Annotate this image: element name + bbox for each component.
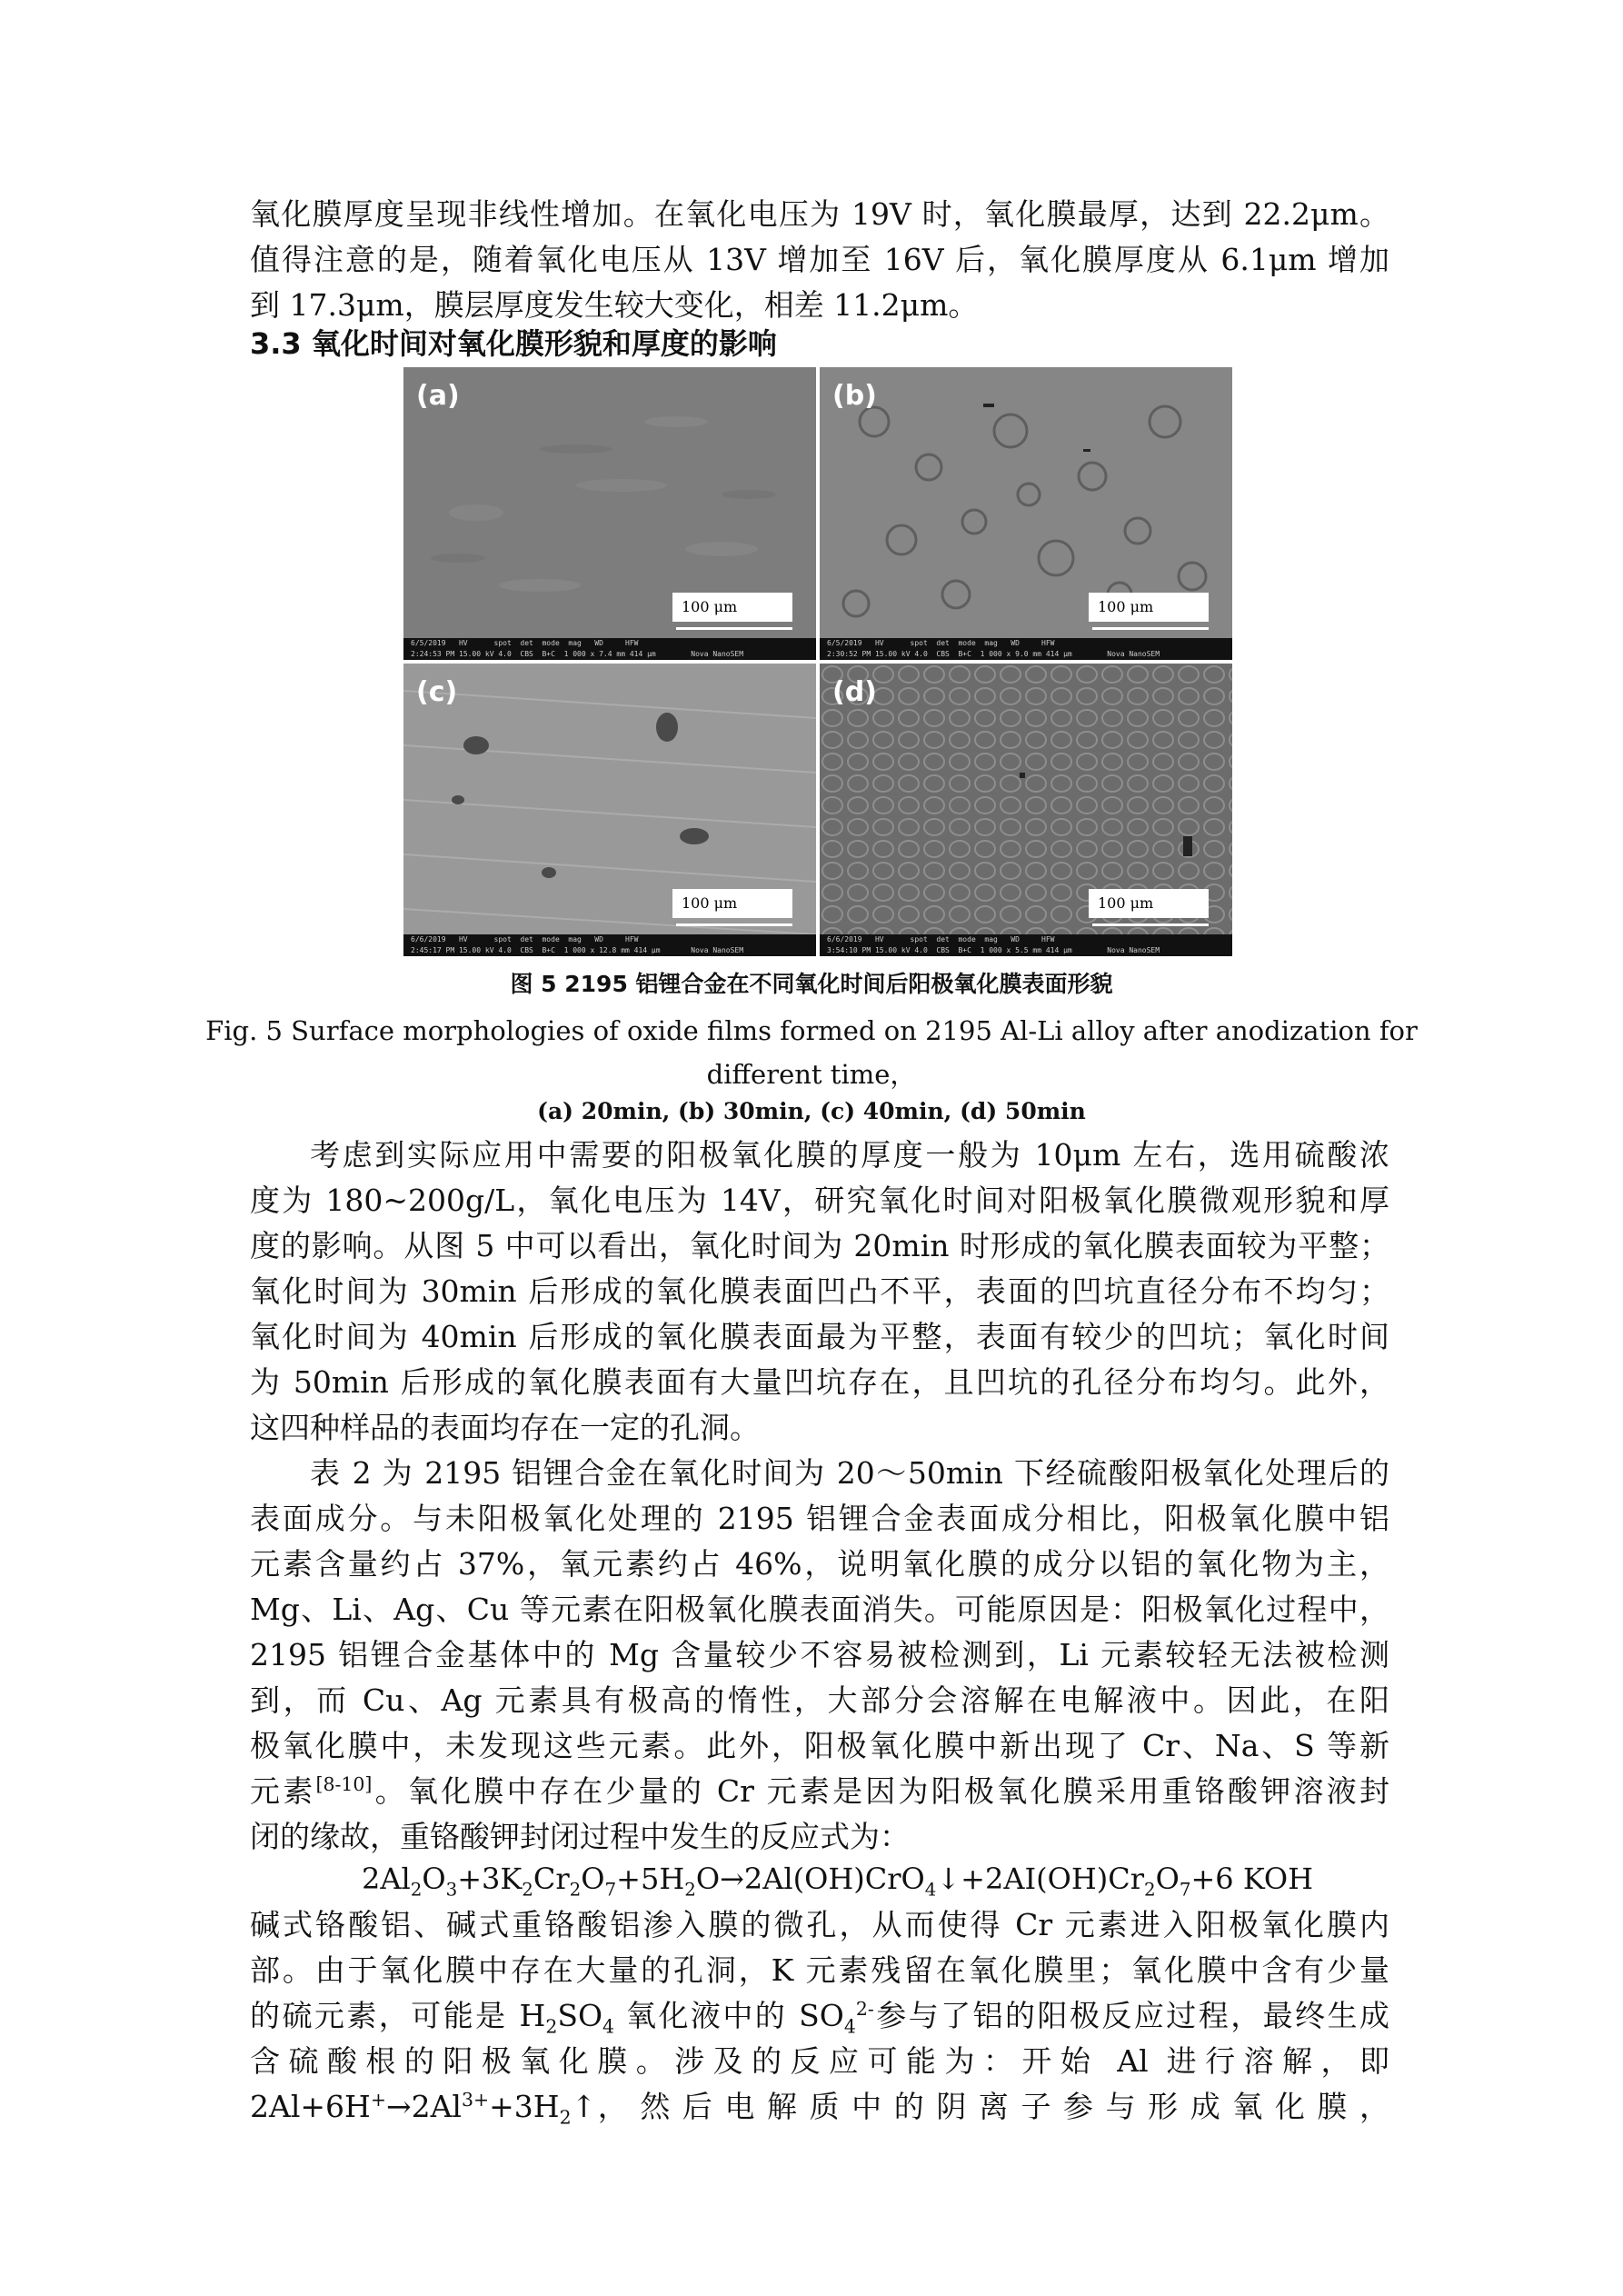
figure-caption-subpanels: (a) 20min, (b) 30min, (c) 40min, (d) 50min (537, 1098, 1086, 1124)
panel-label-a: (a) (416, 380, 460, 412)
sem-info-bar-d: 6/6/2019 HV spot det mode mag WD HFW 3:54:10 PM 15.00 kV 4.0 CBS B+C 1 000 x 5.5 mm 414 μm Nova NanoSEM (820, 934, 1232, 956)
para2-line-6: 到，而 Cu、Ag 元素具有极高的惰性，大部分会溶解在电解液中。因此，在阳 (250, 1682, 1389, 1718)
para1-line-2: 度为 180~200g/L，氧化电压为 14V，研究氧化时间对阳极氧化膜微观形貌和厚 (250, 1183, 1389, 1218)
para3-line-5: $2Al+6H^+\to 2Al^{3+}+3H_2↑$， 然 后 电 解 质 中 的 阴 离 子 参 与 形 成 氧 化 膜 ， (250, 2089, 1389, 2129)
sem-panel-a (403, 367, 816, 660)
scale-bar-a (676, 627, 792, 630)
citation-8-10: [8-10] (315, 1773, 373, 1795)
sem-info-bar-c: 6/6/2019 HV spot det mode mag WD HFW 2:45:17 PM 15.00 kV 4.0 CBS B+C 1 000 x 12.8 mm 414 μm Nova NanoSEM (403, 934, 816, 956)
sem-panel-c (403, 664, 816, 956)
figure-caption-en-line-1: Fig. 5 Surface morphologies of oxide films formed on 2195 Al-Li alloy after anodization for (205, 1015, 1418, 1046)
para1-line-3: 度的影响。从图 5 中可以看出，氧化时间为 20min 时形成的氧化膜表面较为平整； (250, 1228, 1389, 1263)
para2-line-8-a: 元素 (250, 1773, 316, 1809)
figure-caption-en-line-2: different time， (706, 1059, 917, 1090)
scale-label-b: 100 μm (1089, 593, 1209, 622)
scale-bar-b (1092, 627, 1209, 630)
panel-label-d: (d) (832, 676, 877, 708)
para1-line-4: 氧化时间为 30min 后形成的氧化膜表面凹凸不平，表面的凹坑直径分布不均匀； (250, 1273, 1389, 1309)
para1-line-1: 考虑到实际应用中需要的阳极氧化膜的厚度一般为 10μm 左右，选用硫酸浓 (310, 1137, 1389, 1173)
para2-line-8 (250, 1769, 1389, 1814)
para1-line-5: 氧化时间为 40min 后形成的氧化膜表面最为平整，表面有较少的凹坑；氧化时间 (250, 1319, 1389, 1354)
reaction-equation: $2Al_2O_3+3K_2Cr_2O_7+5H_2O\to 2Al(OH)CrO_4↓+2AI(OH)Cr_2O_7+6$ KOH (362, 1862, 1313, 1901)
para2-line-1: 表 2 为 2195 铝锂合金在氧化时间为 20～50min 下经硫酸阳极氧化处理后的 (310, 1455, 1389, 1491)
scale-label-c: 100 μm (672, 889, 792, 918)
panel-label-c: (c) (416, 676, 458, 708)
para1-line-6: 为 50min 后形成的氧化膜表面有大量凹坑存在，且凹坑的孔径分布均匀。此外， (250, 1364, 1389, 1400)
scale-label-d: 100 μm (1089, 889, 1209, 918)
para3-line-2: 部。由于氧化膜中存在大量的孔洞，K 元素残留在氧化膜里；氧化膜中含有少量 (250, 1952, 1389, 1988)
para2-line-9: 闭的缘故，重铬酸钾封闭过程中发生的反应式为： (250, 1819, 910, 1854)
scale-bar-d (1092, 923, 1209, 926)
para3-line-4: 含硫酸根的阳极氧化膜。涉及的反应可能为：开始 Al 进行溶解，即 (250, 2043, 1389, 2079)
panel-label-b: (b) (832, 380, 877, 412)
para1-line-7: 这四种样品的表面均存在一定的孔洞。 (250, 1410, 760, 1445)
scale-bar-c (676, 923, 792, 926)
figure-caption-en (0, 1009, 1623, 1096)
scale-label-a: 100 μm (672, 593, 792, 622)
para2-line-8-b: 。氧化膜中存在少量的 Cr 元素是因为阳极氧化膜采用重铬酸钾溶液封 (372, 1773, 1389, 1809)
sem-panel-b (820, 367, 1232, 660)
section-heading: 3.3 氧化时间对氧化膜形貌和厚度的影响 (250, 326, 777, 361)
para3-line-3: 的硫元素，可能是 $H_2SO_4$ 氧化液中的 $SO_4^{2-}$参与了铝的阳极反应过程，最终生成 (250, 1998, 1390, 2038)
para2-line-3: 元素含量约占 37%，氧元素约占 46%，说明氧化膜的成分以铝的氧化物为主， (250, 1546, 1389, 1582)
para2-line-7: 极氧化膜中，未发现这些元素。此外，阳极氧化膜中新出现了 Cr、Na、S 等新 (250, 1728, 1389, 1763)
sem-info-bar-b: 6/5/2019 HV spot det mode mag WD HFW 2:30:52 PM 15.00 kV 4.0 CBS B+C 1 000 x 9.0 mm 414 μm Nova NanoSEM (820, 638, 1232, 660)
intro-line-1: 氧化膜厚度呈现非线性增加。在氧化电压为 19V 时，氧化膜最厚，达到 22.2μm。 (250, 196, 1389, 232)
para2-line-4: Mg、Li、Ag、Cu 等元素在阳极氧化膜表面消失。可能原因是：阳极氧化过程中， (250, 1592, 1389, 1627)
intro-line-2: 值得注意的是，随着氧化电压从 13V 增加至 16V 后，氧化膜厚度从 6.1μm 增加 (250, 242, 1389, 277)
intro-line-3: 到 17.3μm，膜层厚度发生较大变化，相差 11.2μm。 (250, 287, 979, 323)
sem-info-bar-a: 6/5/2019 HV spot det mode mag WD HFW 2:24:53 PM 15.00 kV 4.0 CBS B+C 1 000 x 7.4 mm 414 μm Nova NanoSEM (403, 638, 816, 660)
figure-caption-cn: 图 5 2195 铝锂合金在不同氧化时间后阳极氧化膜表面形貌 (510, 971, 1113, 997)
para2-line-2: 表面成分。与未阳极氧化处理的 2195 铝锂合金表面成分相比，阳极氧化膜中铝 (250, 1501, 1389, 1536)
sem-panel-d (820, 664, 1232, 956)
para3-line-1: 碱式铬酸铝、碱式重铬酸铝渗入膜的微孔，从而使得 Cr 元素进入阳极氧化膜内 (250, 1907, 1389, 1942)
para2-line-5: 2195 铝锂合金基体中的 Mg 含量较少不容易被检测到，Li 元素较轻无法被检测 (250, 1637, 1389, 1672)
